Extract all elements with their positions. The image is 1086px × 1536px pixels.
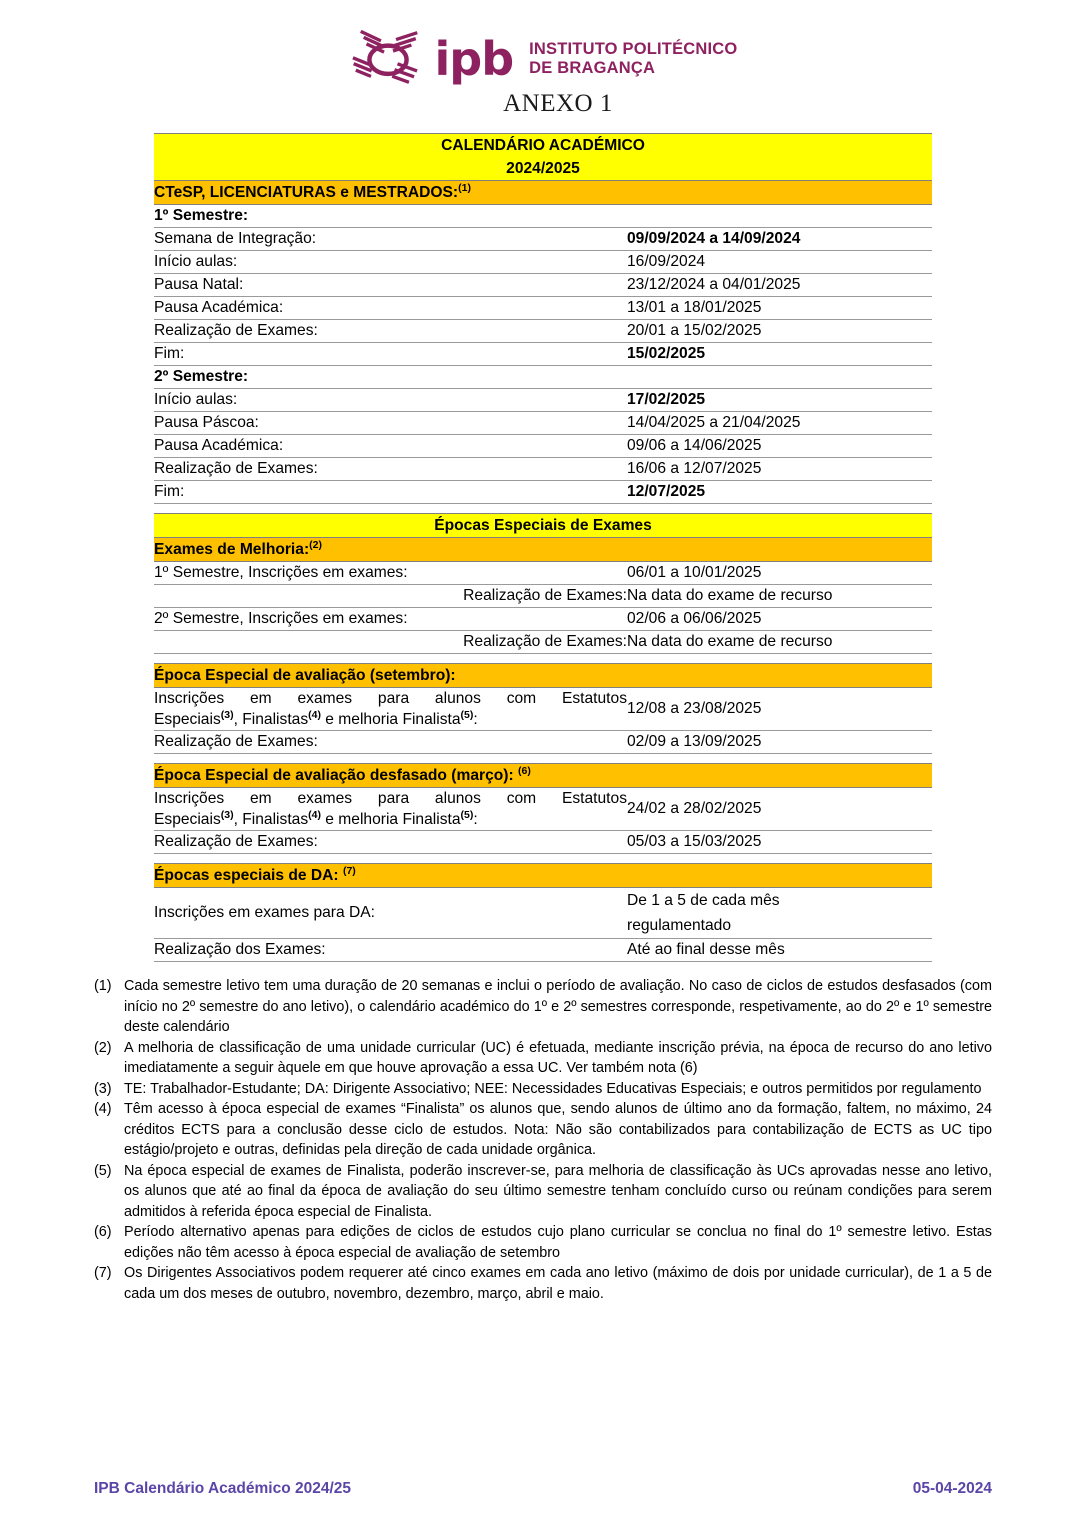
page-footer bbox=[94, 1480, 992, 1498]
row-value: 17/02/2025 bbox=[627, 389, 932, 412]
footnote-item bbox=[94, 976, 992, 1038]
row-value: 15/02/2025 bbox=[627, 343, 932, 366]
epocas-especiais-title: Épocas Especiais de Exames bbox=[154, 514, 932, 538]
footnote-text: Os Dirigentes Associativos podem requerer até cinco exames em cada ano letivo (máximo de dois por unidade curricular), de 1 a 5 de cada um dos meses de outubro, novembro, dezembro, março, abril e maio. bbox=[124, 1265, 992, 1302]
footnote-number: (1) bbox=[94, 978, 112, 994]
footnote-ref-2: (2) bbox=[309, 538, 322, 551]
row-label: Realização de Exames: bbox=[154, 731, 627, 754]
academic-calendar-table bbox=[154, 133, 932, 962]
row-label: 2º Semestre, Inscrições em exames: bbox=[154, 608, 627, 631]
section-header-melhoria-label: Exames de Melhoria: bbox=[154, 541, 310, 558]
footnote-number: (4) bbox=[94, 1101, 112, 1117]
table-row bbox=[154, 320, 932, 343]
txt-colon: : bbox=[473, 711, 478, 728]
section-header-setembro-cell bbox=[154, 664, 932, 688]
footnote-ref-4: (4) bbox=[308, 708, 321, 721]
row-value: 16/06 a 12/07/2025 bbox=[627, 458, 932, 481]
section-gap-cell bbox=[154, 754, 932, 764]
row-label: Realização de Exames: bbox=[154, 831, 627, 854]
txt-especiais: Especiais bbox=[154, 711, 221, 728]
row-label: Realização de Exames: bbox=[154, 631, 627, 654]
table-row bbox=[154, 631, 932, 654]
table-row bbox=[154, 274, 932, 297]
section-header-marco-label: Época Especial de avaliação desfasado (março): bbox=[154, 767, 514, 784]
table-row bbox=[154, 389, 932, 412]
table-row bbox=[154, 939, 932, 962]
footnote-text: Período alternativo apenas para edições de ciclos de estudos cujo plano curricular se conclua no final do 1º semestre letivo. Estas edições não têm acesso à época especial de avaliação de setembro bbox=[124, 1224, 992, 1261]
section-gap bbox=[154, 754, 932, 764]
semester-1-heading-row bbox=[154, 205, 932, 228]
txt-especiais: Especiais bbox=[154, 811, 221, 828]
footnote-text: Na época especial de exames de Finalista, poderão inscrever-se, para melhoria de classificação às UCs aprovadas nesse ano letivo, os alunos que até ao final da época de avaliação do seu último semestre tenham concluído curso ou reúnam condições para serem admitidos à referida época especial de Finalista. bbox=[124, 1162, 992, 1220]
table-row bbox=[154, 458, 932, 481]
section-gap bbox=[154, 504, 932, 514]
da-value-line-2: regulamentado bbox=[627, 917, 732, 934]
table-row bbox=[154, 788, 932, 831]
table-row bbox=[154, 562, 932, 585]
semester-1-heading-spacer bbox=[627, 205, 932, 228]
semester-1-heading: 1º Semestre: bbox=[154, 205, 627, 228]
footnote-number: (6) bbox=[94, 1224, 112, 1240]
row-label: 1º Semestre, Inscrições em exames: bbox=[154, 562, 627, 585]
inscricoes-marco-line-2 bbox=[154, 809, 627, 830]
row-value: 14/04/2025 a 21/04/2025 bbox=[627, 412, 932, 435]
table-row bbox=[154, 251, 932, 274]
footnote-number: (7) bbox=[94, 1265, 112, 1281]
row-label: Realização dos Exames: bbox=[154, 939, 627, 962]
section-header-cursos-cell bbox=[154, 181, 932, 205]
section-header-melhoria-cell bbox=[154, 538, 932, 562]
footnote-ref-5: (5) bbox=[460, 808, 474, 821]
table-row bbox=[154, 731, 932, 754]
section-gap-cell bbox=[154, 854, 932, 864]
row-value: Na data do exame de recurso bbox=[627, 631, 932, 654]
txt-melhoria: e melhoria Finalista bbox=[320, 711, 461, 728]
table-row bbox=[154, 888, 932, 939]
footnote-item bbox=[94, 1099, 992, 1161]
footnote-ref-7: (7) bbox=[342, 864, 356, 877]
row-value bbox=[627, 888, 932, 939]
section-gap bbox=[154, 654, 932, 664]
footnote-item bbox=[94, 1263, 992, 1304]
section-header-da bbox=[154, 864, 932, 888]
section-header-da-cell bbox=[154, 864, 932, 888]
row-value: Até ao final desse mês bbox=[627, 939, 932, 962]
footer-left-text: IPB Calendário Académico 2024/25 bbox=[94, 1480, 352, 1497]
footnote-text: TE: Trabalhador-Estudante; DA: Dirigente Associativo; NEE: Necessidades Educativas Especiais; e outros permitidos por regulamento bbox=[124, 1080, 982, 1097]
table-row bbox=[154, 343, 932, 366]
table-row bbox=[154, 297, 932, 320]
calendar-title-line-1: CALENDÁRIO ACADÉMICO bbox=[441, 137, 645, 154]
footnote-ref-3: (3) bbox=[220, 708, 234, 721]
footnote-text: Têm acesso à época especial de exames “Finalista” os alunos que, sendo alunos de último ano da formação, faltem, no máximo, 24 créditos ECTS para a conclusão desse ciclo de estudos. Nota: Não são contabilizados para contabilização de ECTS as UC tipo estágio/projeto e outras, definidas pela direção de cada unidade orgânica. bbox=[124, 1101, 992, 1158]
row-label: Pausa Natal: bbox=[154, 274, 627, 297]
footnote-ref-4: (4) bbox=[308, 808, 321, 821]
row-label: Realização de Exames: bbox=[154, 458, 627, 481]
ipb-logo-icon bbox=[349, 30, 427, 88]
txt-finalistas: , Finalistas bbox=[233, 711, 309, 728]
row-label: Pausa Académica: bbox=[154, 297, 627, 320]
row-value: 12/07/2025 bbox=[627, 481, 932, 504]
inscricoes-marco-line-1: Inscrições em exames para alunos com Estatutos bbox=[154, 790, 627, 807]
row-value: Na data do exame de recurso bbox=[627, 585, 932, 608]
row-label: Início aulas: bbox=[154, 251, 627, 274]
inscricoes-setembro-label bbox=[154, 688, 627, 731]
table-row bbox=[154, 585, 932, 608]
section-header-setembro-label: Época Especial de avaliação (setembro): bbox=[154, 667, 456, 684]
footnote-number: (3) bbox=[94, 1080, 112, 1097]
section-header-marco-cell bbox=[154, 764, 932, 788]
row-label: Inscrições em exames para DA: bbox=[154, 888, 627, 939]
document-header bbox=[0, 0, 1086, 117]
section-gap-cell bbox=[154, 654, 932, 664]
footer-right-date: 05-04-2024 bbox=[912, 1480, 992, 1497]
calendar-title-line-2: 2024/2025 bbox=[506, 160, 580, 177]
row-value: 09/06 a 14/06/2025 bbox=[627, 435, 932, 458]
row-value: 13/01 a 18/01/2025 bbox=[627, 297, 932, 320]
footnote-item bbox=[94, 1038, 992, 1079]
table-row bbox=[154, 481, 932, 504]
row-label: Fim: bbox=[154, 481, 627, 504]
row-label: Fim: bbox=[154, 343, 627, 366]
row-value: 02/06 a 06/06/2025 bbox=[627, 608, 932, 631]
row-label: Início aulas: bbox=[154, 389, 627, 412]
semester-2-heading-row bbox=[154, 366, 932, 389]
footnote-ref-5: (5) bbox=[460, 708, 474, 721]
table-row bbox=[154, 435, 932, 458]
section-gap-cell bbox=[154, 504, 932, 514]
annex-title: ANEXO 1 bbox=[503, 90, 613, 117]
table-row bbox=[154, 688, 932, 731]
semester-2-heading-spacer bbox=[627, 366, 932, 389]
section-header-melhoria bbox=[154, 538, 932, 562]
txt-colon: : bbox=[473, 811, 478, 828]
institution-name bbox=[529, 40, 737, 78]
footnote-text: A melhoria de classificação de uma unidade curricular (UC) é efetuada, mediante inscrição prévia, na época de recurso do ano letivo imediatamente a seguir àquele em que houve aprovação a essa UC. Ver também nota (6) bbox=[124, 1039, 992, 1076]
section-header-setembro bbox=[154, 664, 932, 688]
epocas-especiais-title-row bbox=[154, 514, 932, 538]
table-row bbox=[154, 831, 932, 854]
institution-line-1: INSTITUTO POLITÉCNICO bbox=[529, 40, 738, 58]
row-value: 24/02 a 28/02/2025 bbox=[627, 788, 932, 831]
inscricoes-setembro-line-1: Inscrições em exames para alunos com Estatutos bbox=[154, 690, 627, 707]
table-row bbox=[154, 608, 932, 631]
footnote-ref-1: (1) bbox=[458, 181, 471, 194]
institution-line-2: DE BRAGANÇA bbox=[529, 59, 656, 77]
row-value: 02/09 a 13/09/2025 bbox=[627, 731, 932, 754]
da-value-line-1: De 1 a 5 de cada mês bbox=[627, 892, 780, 909]
footnote-item bbox=[94, 1161, 992, 1223]
row-label: Realização de Exames: bbox=[154, 320, 627, 343]
row-value: 23/12/2024 a 04/01/2025 bbox=[627, 274, 932, 297]
row-label: Pausa Páscoa: bbox=[154, 412, 627, 435]
footnotes-list bbox=[94, 976, 992, 1304]
row-value: 16/09/2024 bbox=[627, 251, 932, 274]
section-header-cursos bbox=[154, 181, 932, 205]
row-label: Pausa Académica: bbox=[154, 435, 627, 458]
inscricoes-marco-label bbox=[154, 788, 627, 831]
footnote-number: (5) bbox=[94, 1162, 112, 1179]
section-header-da-label: Épocas especiais de DA: bbox=[154, 867, 339, 884]
txt-melhoria: e melhoria Finalista bbox=[320, 811, 461, 828]
section-header-cursos-label: CTeSP, LICENCIATURAS e MESTRADOS: bbox=[154, 184, 459, 201]
row-value: 06/01 a 10/01/2025 bbox=[627, 562, 932, 585]
ipb-wordmark: ipb bbox=[434, 32, 514, 86]
txt-finalistas: , Finalistas bbox=[233, 811, 309, 828]
inscricoes-setembro-line-2 bbox=[154, 709, 627, 730]
row-value: 05/03 a 15/03/2025 bbox=[627, 831, 932, 854]
ipb-logo bbox=[349, 30, 738, 88]
row-value: 20/01 a 15/02/2025 bbox=[627, 320, 932, 343]
footnote-text: Cada semestre letivo tem uma duração de 20 semanas e inclui o período de avaliação. No caso de ciclos de estudos desfasados (com início no 2º semestre do ano letivo), o calendário académico do 1º e 2º semestres corresponde, respetivamente, ao do 2º e 1º semestre deste calendário bbox=[124, 978, 992, 1035]
row-value: 09/09/2024 a 14/09/2024 bbox=[627, 228, 932, 251]
footnote-item bbox=[94, 1079, 992, 1100]
row-value: 12/08 a 23/08/2025 bbox=[627, 688, 932, 731]
section-header-marco bbox=[154, 764, 932, 788]
footnote-number: (2) bbox=[94, 1039, 112, 1056]
calendar-title-row bbox=[154, 134, 932, 181]
row-label: Semana de Integração: bbox=[154, 228, 627, 251]
footnote-ref-6: (6) bbox=[518, 764, 531, 777]
table-row bbox=[154, 412, 932, 435]
semester-2-heading: 2º Semestre: bbox=[154, 366, 627, 389]
section-gap bbox=[154, 854, 932, 864]
calendar-title-cell bbox=[154, 134, 932, 181]
footnote-ref-3: (3) bbox=[220, 808, 234, 821]
footnote-item bbox=[94, 1222, 992, 1263]
row-label: Realização de Exames: bbox=[154, 585, 627, 608]
table-row bbox=[154, 228, 932, 251]
